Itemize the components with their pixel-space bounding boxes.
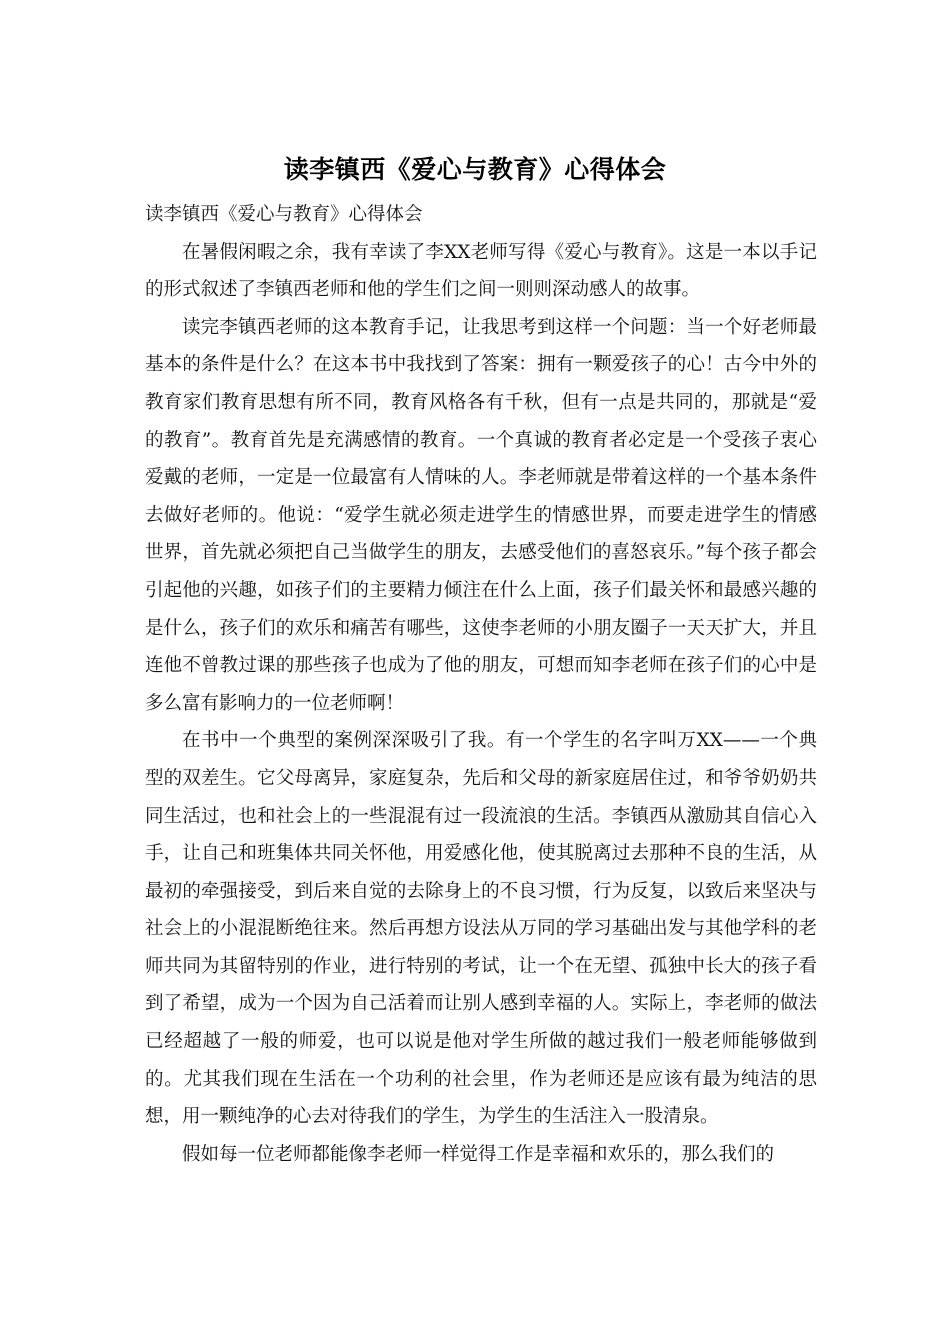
paragraph: 在暑假闲暇之余，我有幸读了李XX老师写得《爱心与教育》。这是一本以手记的形式叙述了李镇西老师和他的学生们之间一则则深动感人的故事。 bbox=[145, 241, 817, 301]
paragraph: 读完李镇西老师的这本教育手记，让我思考到这样一个问题：当一个好老师最基本的条件是什么？在这本书中我找到了答案：拥有一颗爱孩子的心！古今中外的教育家们教育思想有所不同，教育风格各有千秋，但有一点是共同的，那就是“爱的教育”。教育首先是充满感情的教育。一个真诚的教育者必定是一个受孩子衷心爱戴的老师，一定是一位最富有人情味的人。李老师就是带着这样的一个基本条件去做好老师的。他说：“爱学生就必须走进学生的情感世界，而要走进学生的情感世界，首先就必须把自己当做学生的朋友，去感受他们的喜怒哀乐。”每个孩子都会引起他的兴趣，如孩子们的主要精力倾注在什么上面，孩子们最关怀和最感兴趣的是什么，孩子们的欢乐和痛苦有哪些，这使李老师的小朋友圈子一天天扩大，并且连他不曾教过课的那些孩子也成为了他的朋友，可想而知李老师在孩子们的心中是多么富有影响力的一位老师啊！ bbox=[145, 316, 817, 714]
paragraph: 在书中一个典型的案例深深吸引了我。有一个学生的名字叫万XX——一个典型的双差生。它父母离异，家庭复杂，先后和父母的新家庭居住过，和爷爷奶奶共同生活过，也和社会上的一些混混有过一段流浪的生活。李镇西从激励其自信心入手，让自己和班集体共同关怀他，用爱感化他，使其脱离过去那种不良的生活，从最初的牵强接受，到后来自觉的去除身上的不良习惯，行为反复，以致后来坚决与社会上的小混混断绝往来。然后再想方设法从万同的学习基础出发与其他学科的老师共同为其留特别的作业，进行特别的考试，让一个在无望、孤独中长大的孩子看到了希望，成为一个因为自己活着而让别人感到幸福的人。实际上，李老师的做法已经超越了一般的师爱，也可以说是他对学生所做的越过我们一般老师能够做到的。尤其我们现在生活在一个功利的社会里，作为老师还是应该有最为纯洁的思想，用一颗纯净的心去对待我们的学生，为学生的生活注入一股清泉。 bbox=[145, 730, 817, 1128]
document-title: 读李镇西《爱心与教育》心得体会 bbox=[283, 155, 667, 184]
document-body bbox=[145, 196, 817, 1173]
document-subtitle: 读李镇西《爱心与教育》心得体会 bbox=[145, 204, 423, 225]
paragraph: 假如每一位老师都能像李老师一样觉得工作是幸福和欢乐的，那么我们的 bbox=[182, 1143, 775, 1165]
